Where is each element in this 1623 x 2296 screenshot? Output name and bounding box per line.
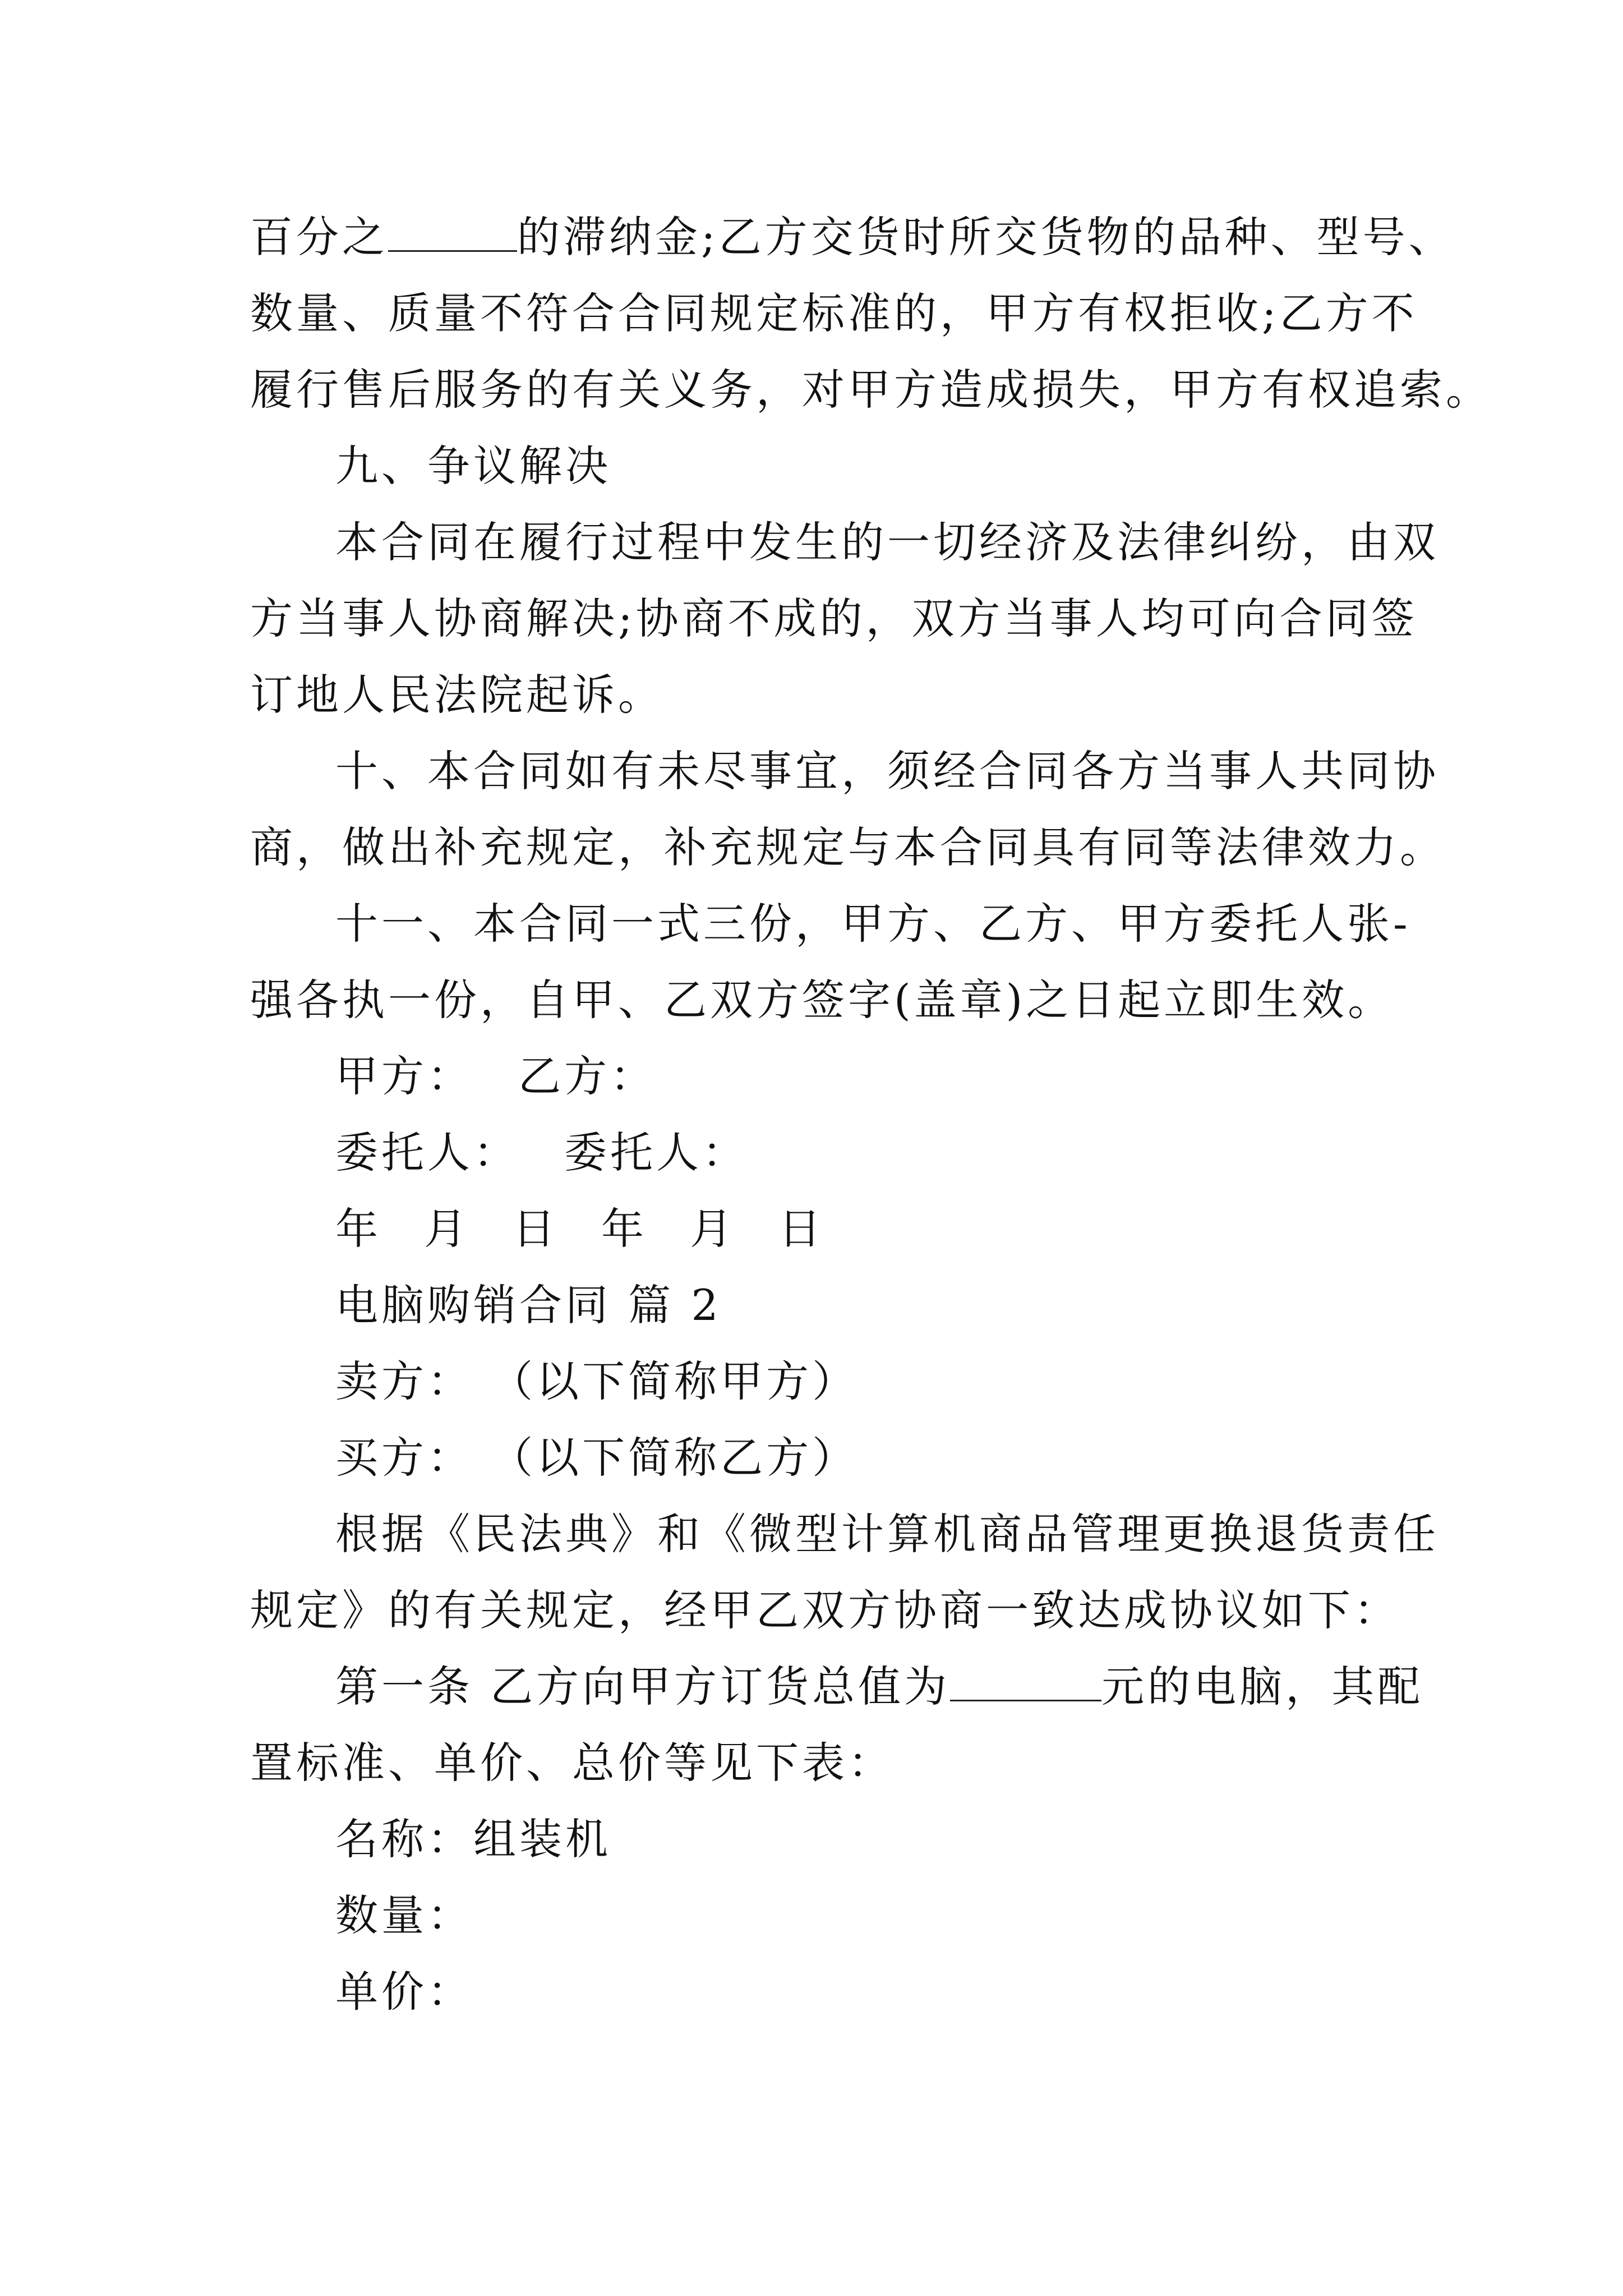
section-11-line-1: 十一、本合同一式三份，甲方、乙方、甲方委托人张- bbox=[335, 899, 1411, 949]
item-name: 名称：组装机 bbox=[335, 1814, 611, 1864]
section-10-line-2: 商，做出补充规定，补充规定与本合同具有同等法律效力。 bbox=[250, 822, 1446, 872]
signature-agents bbox=[335, 1115, 748, 1191]
basis-line-1: 根据《民法典》和《微型计算机商品管理更换退货责任 bbox=[335, 1509, 1439, 1559]
buyer-line: 买方： （以下简称乙方） bbox=[335, 1433, 859, 1483]
penalty-prefix: 百分之 bbox=[250, 212, 388, 262]
item-unit-price: 单价： bbox=[335, 1967, 473, 2017]
article-1-line-1 bbox=[335, 1649, 1423, 1725]
signature-parties bbox=[335, 1038, 656, 1115]
party-a-label: 甲方： bbox=[335, 1051, 473, 1101]
section-9-line-3: 订地人民法院起诉。 bbox=[250, 670, 664, 720]
item-quantity: 数量： bbox=[335, 1890, 473, 1940]
signature-dates bbox=[335, 1191, 824, 1267]
penalty-line-3: 履行售后服务的有关义务，对甲方造成损失，甲方有权追索。 bbox=[250, 365, 1492, 415]
section-9-heading: 九、争议解决 bbox=[335, 441, 611, 491]
basis-line-2: 规定》的有关规定，经甲乙双方协商一致达成协议如下： bbox=[250, 1585, 1400, 1635]
penalty-text: 的滞纳金;乙方交货时所交货物的品种、型号、 bbox=[517, 212, 1455, 262]
date-b-month: 月 bbox=[690, 1204, 736, 1254]
order-total-blank bbox=[950, 1666, 1101, 1701]
date-a-year: 年 bbox=[335, 1204, 381, 1254]
seller-line: 卖方： （以下简称甲方） bbox=[335, 1356, 859, 1406]
date-b-day: 日 bbox=[778, 1204, 824, 1254]
article-1-suffix: 元的电脑，其配 bbox=[1101, 1662, 1424, 1711]
party-b-label: 乙方： bbox=[518, 1051, 656, 1101]
agent-b-label: 委托人： bbox=[564, 1128, 748, 1177]
section-9-line-2: 方当事人协商解决;协商不成的，双方当事人均可向合同签 bbox=[250, 593, 1418, 643]
article-1-line-2: 置标准、单价、总价等见下表： bbox=[250, 1738, 894, 1788]
date-a-day: 日 bbox=[513, 1204, 559, 1254]
penalty-line-2: 数量、质量不符合合同规定标准的，甲方有权拒收;乙方不 bbox=[250, 288, 1418, 338]
penalty-rate-blank bbox=[388, 217, 517, 252]
date-b-year: 年 bbox=[601, 1204, 647, 1254]
contract-2-title: 电脑购销合同 篇 2 bbox=[335, 1280, 722, 1330]
section-10-line-1: 十、本合同如有未尽事宜，须经合同各方当事人共同协 bbox=[335, 746, 1439, 796]
agent-a-label: 委托人： bbox=[335, 1128, 519, 1177]
section-9-line-1: 本合同在履行过程中发生的一切经济及法律纠纷，由双 bbox=[335, 517, 1439, 567]
section-11-line-2: 强各执一份，自甲、乙双方签字(盖章)之日起立即生效。 bbox=[250, 975, 1394, 1025]
article-1-prefix: 第一条 乙方向甲方订货总值为 bbox=[335, 1662, 951, 1711]
penalty-line-1 bbox=[250, 199, 1455, 275]
date-a-month: 月 bbox=[424, 1204, 470, 1254]
